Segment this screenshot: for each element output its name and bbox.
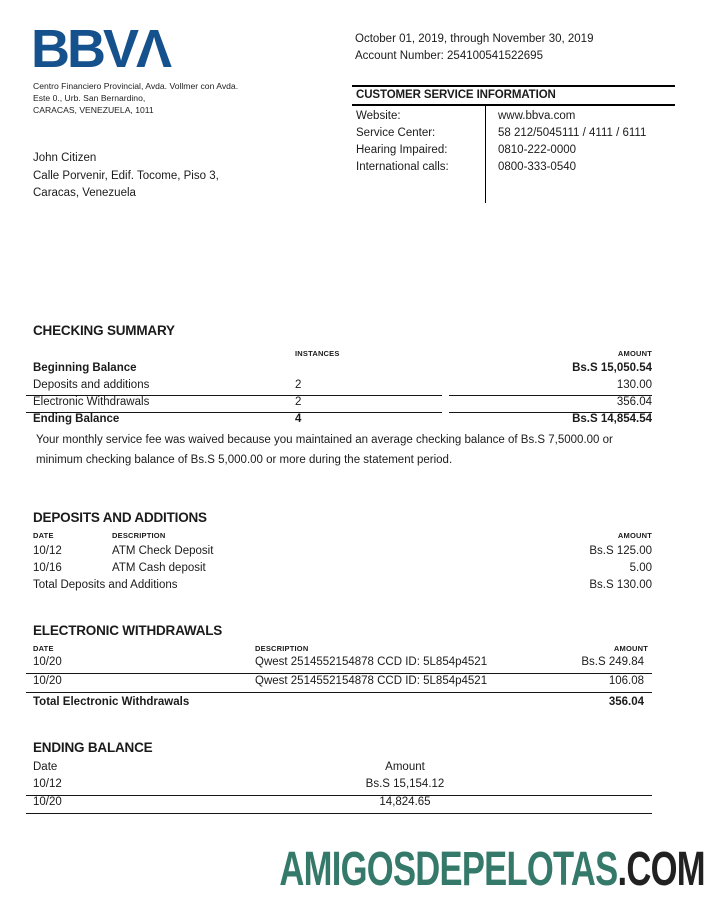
row-amount: Bs.S 14,854.54: [572, 413, 652, 425]
row-label: Deposits and additions: [33, 379, 150, 391]
cs-row-value: 0810-222-0000: [498, 144, 577, 156]
deposit-date: 10/12: [33, 545, 62, 557]
ending-balance-header: [26, 761, 652, 778]
account-number: Account Number: 254100541522695: [355, 50, 543, 62]
customer-service-row: [356, 127, 675, 144]
deposits-total-amount: Bs.S 130.00: [589, 579, 652, 591]
instances-column-header: INSTANCES: [295, 349, 340, 358]
row-amount: 130.00: [449, 379, 652, 396]
summary-row-ending-balance: [26, 413, 652, 430]
deposit-description: ATM Check Deposit: [112, 545, 214, 557]
row-amount: 356.04: [449, 396, 652, 413]
deposit-description: ATM Cash deposit: [112, 562, 206, 574]
deposit-row: [26, 545, 652, 562]
amount-column-header: AMOUNT: [617, 531, 652, 540]
withdrawals-title: ELECTRONIC WITHDRAWALS: [33, 623, 223, 638]
date-column-header: DATE: [33, 531, 54, 540]
deposit-amount: Bs.S 125.00: [589, 545, 652, 557]
recipient-city: Caracas, Venezuela: [33, 187, 136, 199]
description-column-header: DESCRIPTION: [255, 644, 309, 653]
row-instances: 2: [295, 396, 302, 408]
ending-balance-amount: Bs.S 15,154.12: [365, 778, 445, 790]
row-label: Ending Balance: [33, 413, 120, 425]
deposits-total-row: [26, 579, 652, 596]
customer-service-table: [356, 110, 675, 178]
ending-balance-row: [26, 796, 652, 814]
row-label: Electronic Withdrawals: [33, 396, 150, 408]
cs-row-value: 58 212/5045111 / 4111 / 6111: [498, 127, 647, 139]
customer-service-top-rule: [352, 85, 675, 87]
withdrawal-description: Qwest 2514552154878 CCD ID: 5L854p4521: [255, 675, 488, 687]
recipient-address: [33, 150, 219, 203]
service-fee-note: [36, 431, 658, 470]
deposit-row: [26, 562, 652, 579]
customer-service-title: CUSTOMER SERVICE INFORMATION: [356, 89, 556, 101]
customer-service-row: [356, 161, 675, 178]
bbva-logo: BBVΛ: [31, 19, 170, 79]
row-label: Beginning Balance: [33, 362, 137, 374]
summary-row-deposits: [26, 379, 652, 396]
withdrawal-date: 10/20: [33, 656, 62, 668]
customer-service-bottom-rule: [352, 104, 675, 106]
description-column-header: DESCRIPTION: [112, 531, 166, 540]
withdrawal-amount: 106.08: [608, 675, 644, 687]
bank-address-line: CARACAS, VENEZUELA, 1011: [33, 105, 154, 115]
summary-row-beginning-balance: [26, 362, 652, 379]
watermark-tld: .COM: [617, 843, 705, 896]
ending-balance-date: 10/20: [33, 796, 62, 808]
row-instances: 4: [295, 413, 302, 425]
cs-row-label: Hearing Impaired:: [356, 144, 448, 156]
ending-balance-date: 10/12: [33, 778, 62, 790]
ending-balance-amount: 14,824.65: [379, 796, 431, 808]
watermark: [280, 845, 705, 895]
recipient-street: Calle Porvenir, Edif. Tocome, Piso 3,: [33, 169, 219, 182]
ending-balance-title: ENDING BALANCE: [33, 740, 153, 755]
withdrawal-date: 10/20: [33, 675, 62, 687]
customer-service-row: [356, 110, 675, 127]
note-line: minimum checking balance of Bs.S 5,000.00 or more during the statement period.: [36, 453, 453, 466]
cs-row-value: 0800-333-0540: [498, 161, 577, 173]
note-line: Your monthly service fee was waived because you maintained an average checking balance of Bs.S 7,5000.00 or: [36, 434, 613, 446]
checking-summary-title: CHECKING SUMMARY: [33, 323, 175, 338]
bank-address: [33, 80, 238, 116]
checking-summary-header: [26, 349, 652, 362]
withdrawal-amount: Bs.S 249.84: [581, 656, 644, 668]
cs-row-label: International calls:: [356, 161, 449, 173]
cs-row-label: Service Center:: [356, 127, 436, 139]
row-instances: 2: [295, 379, 302, 391]
cs-row-label: Website:: [356, 110, 401, 122]
withdrawal-row: [26, 675, 652, 693]
deposits-title: DEPOSITS AND ADDITIONS: [33, 510, 207, 525]
deposit-date: 10/16: [33, 562, 62, 574]
withdrawals-total-amount: 356.04: [608, 696, 644, 708]
summary-row-withdrawals: [26, 396, 652, 413]
ending-balance-row: [26, 778, 652, 796]
cs-row-value: www.bbva.com: [498, 110, 576, 122]
withdrawals-total-row: [26, 696, 652, 713]
amount-column-header: AMOUNT: [617, 349, 652, 358]
date-column-header: DATE: [33, 644, 54, 653]
bank-address-line: Centro Financiero Provincial, Avda. Vollmer con Avda.: [33, 81, 239, 91]
row-amount: Bs.S 15,050.54: [572, 362, 652, 374]
withdrawals-total-label: Total Electronic Withdrawals: [33, 696, 190, 708]
watermark-name: AMIGOSDEPELOTAS: [279, 843, 618, 896]
amount-column-header: Amount: [385, 761, 425, 773]
recipient-name: John Citizen: [33, 152, 97, 164]
deposit-amount: 5.00: [629, 562, 652, 574]
amount-column-header: AMOUNT: [613, 644, 648, 653]
date-column-header: Date: [33, 761, 58, 773]
customer-service-row: [356, 144, 675, 161]
withdrawal-row: [26, 656, 652, 674]
bank-address-line: Este 0., Urb. San Bernardino,: [33, 93, 146, 103]
deposits-total-label: Total Deposits and Additions: [33, 579, 178, 591]
withdrawal-description: Qwest 2514552154878 CCD ID: 5L854p4521: [255, 656, 488, 668]
statement-period: October 01, 2019, through November 30, 2019: [355, 33, 594, 45]
